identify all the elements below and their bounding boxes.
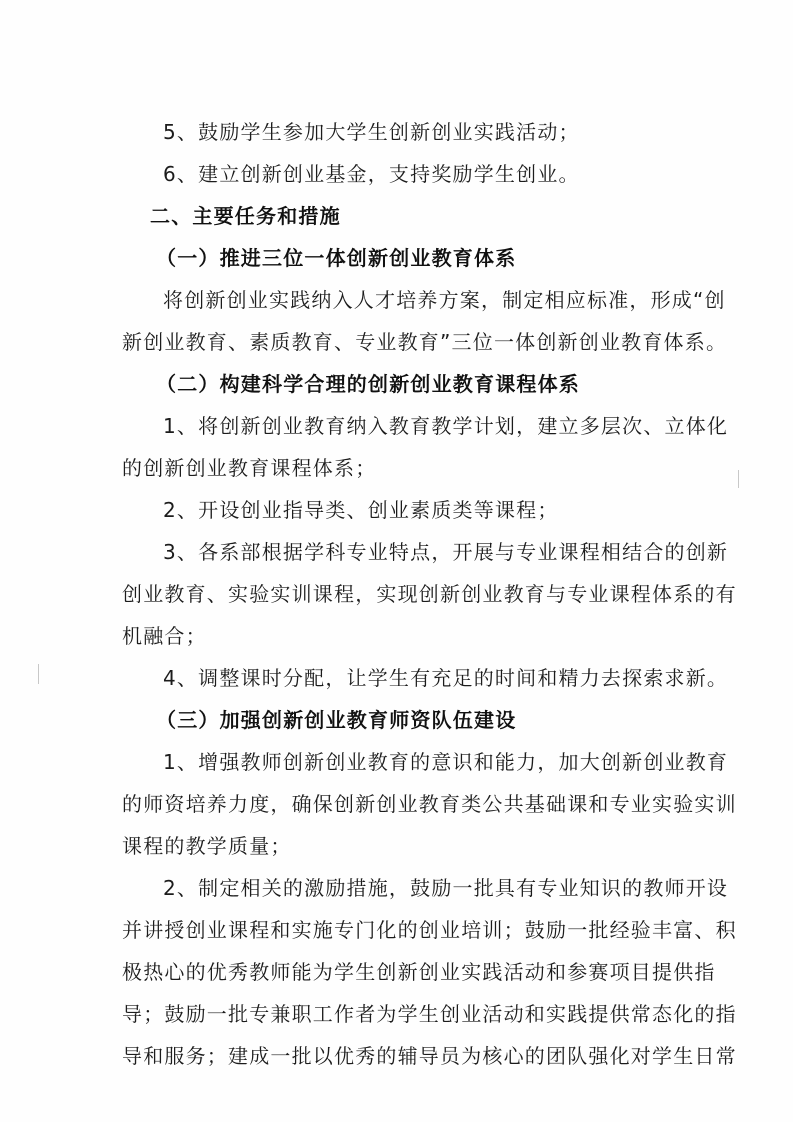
paragraph-line: 机融合； bbox=[122, 624, 207, 648]
paragraph-line: 2、开设创业指导类、创业素质类等课程； bbox=[163, 498, 559, 522]
paragraph-line: 1、将创新创业教育纳入教育教学计划，建立多层次、立体化 bbox=[163, 414, 729, 438]
scan-artifact bbox=[738, 470, 739, 488]
paragraph-line: 将创新创业实践纳入人才培养方案，制定相应标准，形成“创 bbox=[163, 288, 726, 312]
paragraph-line: 2、制定相关的激励措施，鼓励一批具有专业知识的教师开设 bbox=[163, 876, 729, 900]
text-line-item5: 5、鼓励学生参加大学生创新创业实践活动； bbox=[163, 120, 580, 144]
paragraph-line: 导和服务；建成一批以优秀的辅导员为核心的团队强化对学生日常 bbox=[122, 1044, 737, 1068]
paragraph-line: 的师资培养力度，确保创新创业教育类公共基础课和专业实验实训 bbox=[122, 792, 737, 816]
subsection-heading-3: （三）加强创新创业教育师资队伍建设 bbox=[156, 708, 517, 732]
paragraph-line: 导；鼓励一批专兼职工作者为学生创业活动和实践提供常态化的指 bbox=[122, 1002, 737, 1026]
paragraph-line: 3、各系部根据学科专业特点，开展与专业课程相结合的创新 bbox=[163, 540, 729, 564]
subsection-heading-2: （二）构建科学合理的创新创业教育课程体系 bbox=[156, 372, 580, 396]
paragraph-line: 4、调整课时分配，让学生有充足的时间和精力去探索求新。 bbox=[163, 666, 729, 690]
paragraph-line: 并讲授创业课程和实施专门化的创业培训；鼓励一批经验丰富、积 bbox=[122, 918, 737, 942]
text-line-item6: 6、建立创新创业基金，支持奖励学生创业。 bbox=[163, 162, 580, 186]
paragraph-line: 新创业教育、素质教育、专业教育”三位一体创新创业教育体系。 bbox=[122, 330, 728, 354]
paragraph-line: 1、增强教师创新创业教育的意识和能力，加大创新创业教育 bbox=[163, 750, 729, 774]
scan-artifact bbox=[38, 664, 39, 684]
paragraph-line: 极热心的优秀教师能为学生创新创业实践活动和参赛项目提供指 bbox=[122, 960, 716, 984]
section-heading-tasks: 二、主要任务和措施 bbox=[150, 204, 341, 228]
paragraph-line: 创业教育、实验实训课程，实现创新创业教育与专业课程体系的有 bbox=[122, 582, 737, 606]
paragraph-line: 的创新创业教育课程体系； bbox=[122, 456, 377, 480]
subsection-heading-1: （一）推进三位一体创新创业教育体系 bbox=[156, 246, 517, 270]
paragraph-line: 课程的教学质量； bbox=[122, 834, 292, 858]
